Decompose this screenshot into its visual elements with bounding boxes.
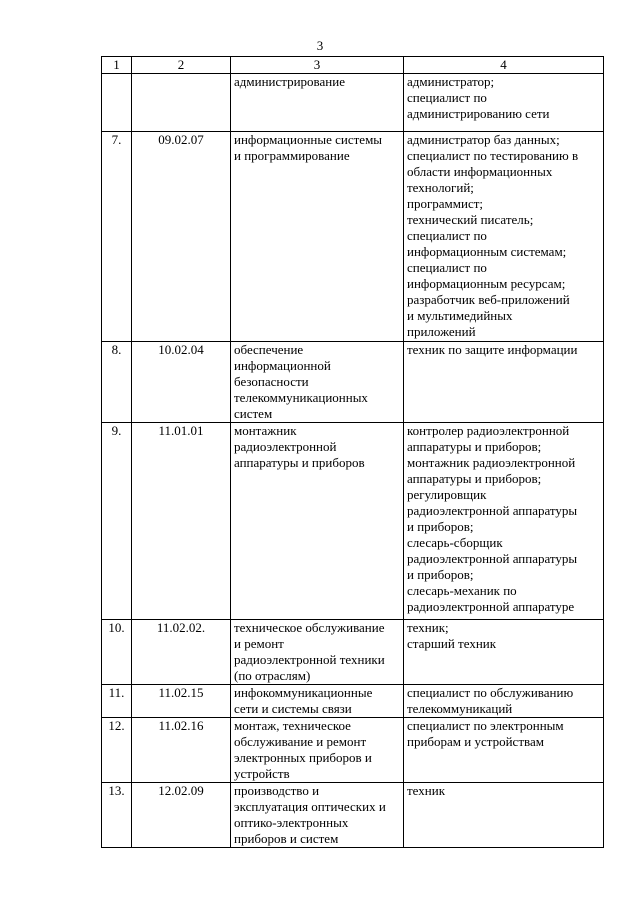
table-row <box>102 132 604 342</box>
table-row <box>102 620 604 685</box>
qualification-line: информационным ресурсам; <box>407 276 566 291</box>
qualification-line: контролер радиоэлектронной <box>407 423 570 438</box>
qualification-cell <box>404 74 604 132</box>
qualification-line: разработчик веб-приложений <box>407 292 570 307</box>
qualification-cell <box>404 342 604 423</box>
table-header-row <box>102 57 604 74</box>
qualification-line: специалист по <box>407 228 487 243</box>
row-number-cell: 8. <box>102 342 132 423</box>
qualification-line: регулировщик <box>407 487 487 502</box>
qualification-line: радиоэлектронной аппаратуры <box>407 551 578 566</box>
qualification-line: аппаратуры и приборов; <box>407 439 542 454</box>
table-row <box>102 423 604 620</box>
specialty-name-line: монтажник <box>234 423 297 438</box>
specialty-name-line: и программирование <box>234 148 350 163</box>
qualification-line: и мультимедийных <box>407 308 513 323</box>
specialty-name-line: оптико-электронных <box>234 815 349 830</box>
qualification-line: монтажник радиоэлектронной <box>407 455 576 470</box>
row-number-cell: 10. <box>102 620 132 685</box>
specialty-name-line: радиоэлектронной <box>234 439 337 454</box>
specialty-code-cell: 10.02.04 <box>132 342 231 423</box>
qualification-line: специалист по обслуживанию <box>407 685 574 700</box>
specialty-name-cell <box>231 342 404 423</box>
qualification-line: специалист по электронным <box>407 718 564 733</box>
qualification-line: приложений <box>407 324 476 339</box>
row-number-cell: 7. <box>102 132 132 342</box>
qualification-line: технологий; <box>407 180 474 195</box>
row-number-cell <box>102 74 132 132</box>
table-row <box>102 718 604 783</box>
specialty-code-cell: 09.02.07 <box>132 132 231 342</box>
qualification-line: администратор; <box>407 74 495 89</box>
specialty-name-line: аппаратуры и приборов <box>234 455 365 470</box>
specialty-name-line: обслуживание и ремонт <box>234 734 367 749</box>
qualification-line: специалист по тестированию в <box>407 148 579 163</box>
qualification-line: телекоммуникаций <box>407 701 513 716</box>
specialty-name-line: инфокоммуникационные <box>234 685 373 700</box>
specialty-name-line: информационной <box>234 358 331 373</box>
specialty-name-line: монтаж, техническое <box>234 718 351 733</box>
qualification-cell <box>404 620 604 685</box>
qualification-line: техник <box>407 783 446 798</box>
row-number-cell: 11. <box>102 685 132 718</box>
specialty-code-cell: 11.02.15 <box>132 685 231 718</box>
qualification-cell <box>404 718 604 783</box>
specialty-name-line: приборов и систем <box>234 831 339 846</box>
specialty-name-line: безопасности <box>234 374 309 389</box>
qualification-line: специалист по <box>407 90 487 105</box>
qualification-cell <box>404 423 604 620</box>
specialty-name-cell <box>231 783 404 848</box>
specialty-name-cell <box>231 423 404 620</box>
qualification-line: области информационных <box>407 164 553 179</box>
specialty-name-cell <box>231 132 404 342</box>
qualification-cell <box>404 132 604 342</box>
header-cell-2: 2 <box>132 57 231 74</box>
qualification-line: радиоэлектронной аппаратуры <box>407 503 578 518</box>
specialty-code-cell: 11.01.01 <box>132 423 231 620</box>
qualification-line: старший техник <box>407 636 497 651</box>
qualification-line: и приборов; <box>407 519 474 534</box>
qualification-line: радиоэлектронной аппаратуре <box>407 599 575 614</box>
page-number: 3 <box>316 38 324 53</box>
row-number-cell: 9. <box>102 423 132 620</box>
qualification-line: администратор баз данных; <box>407 132 560 147</box>
qualification-line: администрированию сети <box>407 106 550 121</box>
qualification-line: и приборов; <box>407 567 474 582</box>
specialty-name-line: производство и <box>234 783 320 798</box>
qualification-line: техник; <box>407 620 449 635</box>
specialty-code-cell: 12.02.09 <box>132 783 231 848</box>
specialty-name-cell <box>231 685 404 718</box>
qualification-line: информационным системам; <box>407 244 567 259</box>
qualification-line: программист; <box>407 196 484 211</box>
qualification-cell <box>404 685 604 718</box>
row-number-cell: 13. <box>102 783 132 848</box>
qualification-line: слесарь-сборщик <box>407 535 503 550</box>
specialty-name-line: эксплуатация оптических и <box>234 799 386 814</box>
header-cell-3: 3 <box>231 57 404 74</box>
specialty-name-line: администрирование <box>234 74 345 89</box>
qualification-line: технический писатель; <box>407 212 534 227</box>
table-row <box>102 783 604 848</box>
header-cell-1: 1 <box>102 57 132 74</box>
specialty-name-line: радиоэлектронной техники <box>234 652 385 667</box>
specialty-name-line: устройств <box>234 766 290 781</box>
specialty-name-line: и ремонт <box>234 636 284 651</box>
qualification-line: специалист по <box>407 260 487 275</box>
specialty-name-line: обеспечение <box>234 342 304 357</box>
specialty-name-cell <box>231 718 404 783</box>
table-row <box>102 74 604 132</box>
header-cell-4: 4 <box>404 57 604 74</box>
specialty-name-line: систем <box>234 406 273 421</box>
qualification-line: техник по защите информации <box>407 342 578 357</box>
specialty-code-cell <box>132 74 231 132</box>
specialty-name-cell <box>231 74 404 132</box>
specialty-name-line: сети и системы связи <box>234 701 352 716</box>
specialty-name-line: телекоммуникационных <box>234 390 368 405</box>
qualification-cell <box>404 783 604 848</box>
specialties-table <box>101 56 604 848</box>
specialty-code-cell: 11.02.02. <box>132 620 231 685</box>
qualification-line: аппаратуры и приборов; <box>407 471 542 486</box>
row-number-cell: 12. <box>102 718 132 783</box>
table-row <box>102 342 604 423</box>
specialty-name-cell <box>231 620 404 685</box>
qualification-line: слесарь-механик по <box>407 583 517 598</box>
specialty-name-line: техническое обслуживание <box>234 620 385 635</box>
specialty-name-line: электронных приборов и <box>234 750 372 765</box>
specialty-name-line: (по отраслям) <box>234 668 311 683</box>
specialty-code-cell: 11.02.16 <box>132 718 231 783</box>
qualification-line: приборам и устройствам <box>407 734 544 749</box>
specialty-name-line: информационные системы <box>234 132 383 147</box>
table-row <box>102 685 604 718</box>
